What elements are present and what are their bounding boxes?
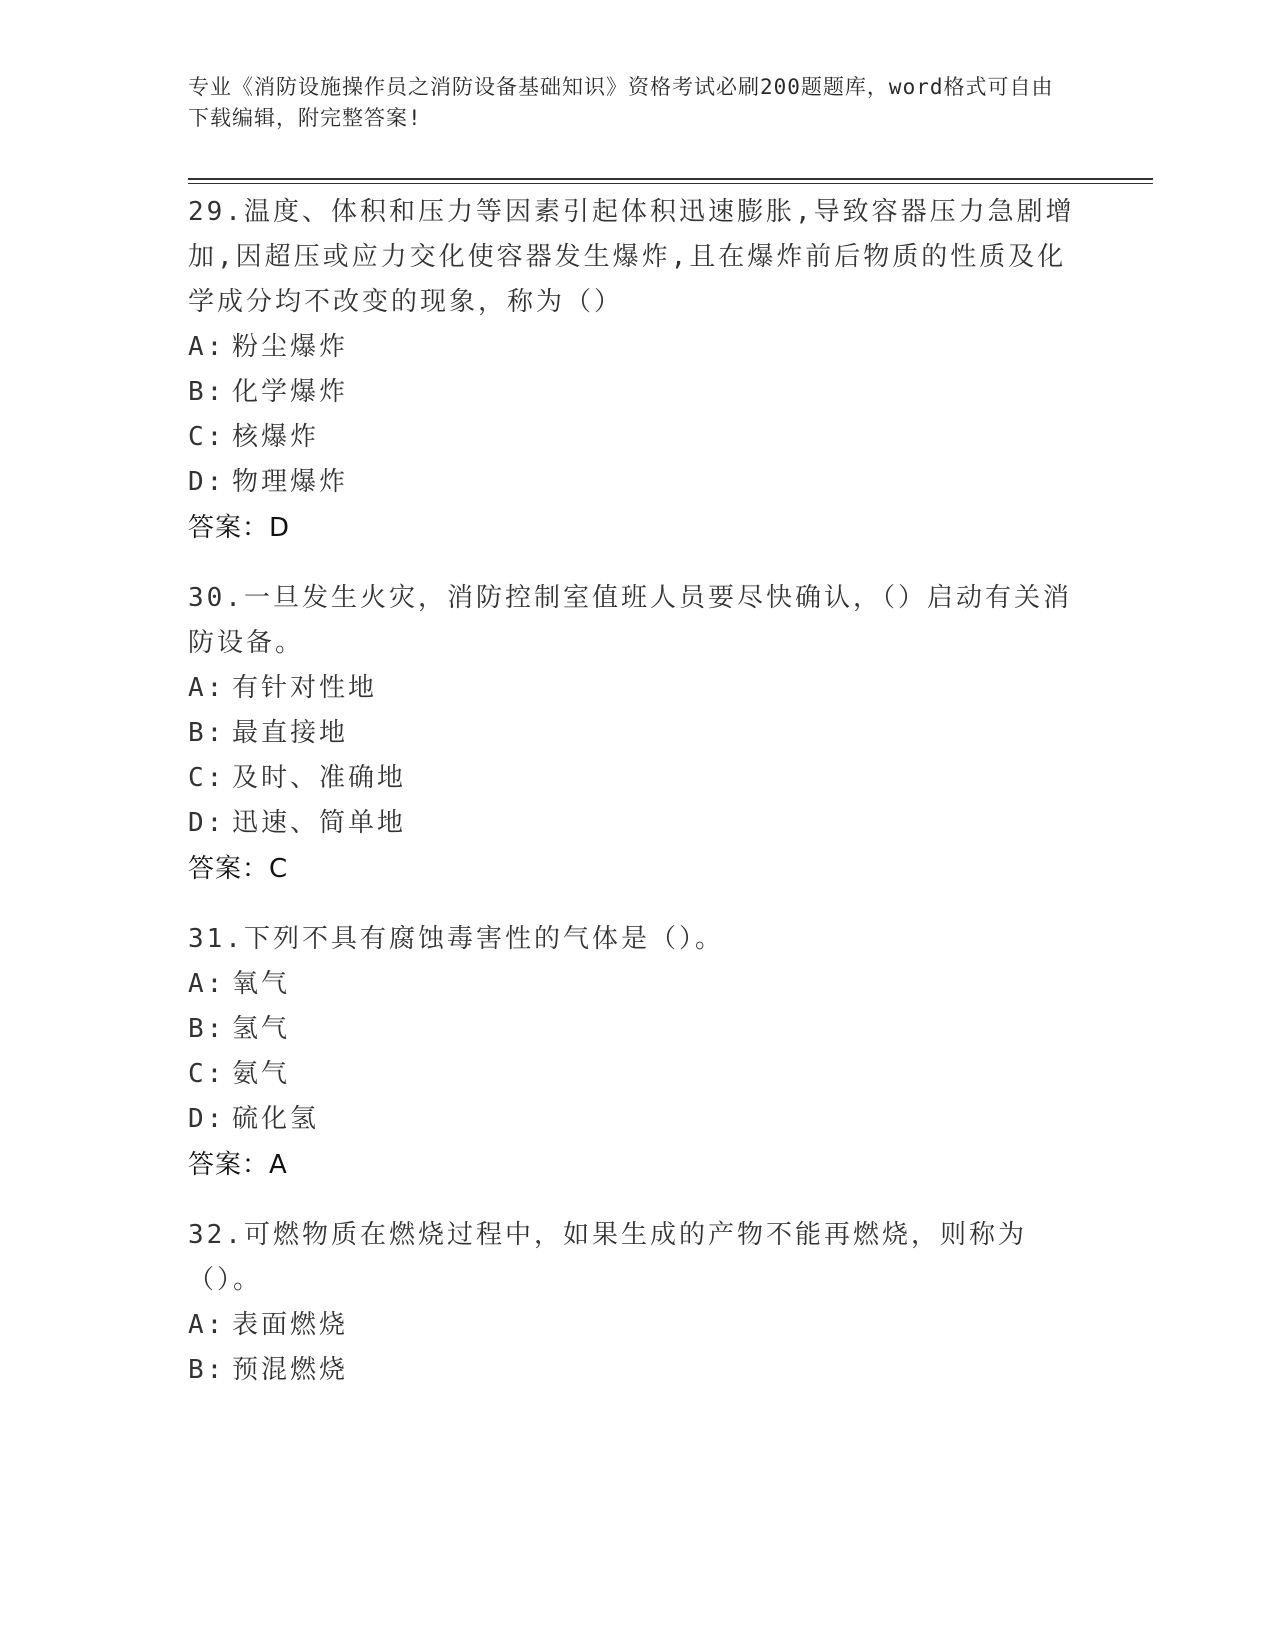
option-d <box>188 1097 1088 1142</box>
option-letter: C: <box>188 422 226 452</box>
option-text: 硫化氢 <box>232 1104 320 1134</box>
question-stem: 32.可燃物质在燃烧过程中，如果生成的产物不能再燃烧，则称为（）。 <box>188 1220 1027 1295</box>
question-stem: 30.一旦发生火灾，消防控制室值班人员要尽快确认，（）启动有关消防设备。 <box>188 583 1072 658</box>
option-text: 迅速、简单地 <box>232 808 407 838</box>
option-c <box>188 1052 1088 1097</box>
option-letter: D: <box>188 808 226 838</box>
option-text: 表面燃烧 <box>232 1310 349 1340</box>
option-letter: B: <box>188 1355 226 1385</box>
option-d <box>188 801 1088 846</box>
option-text: 核爆炸 <box>232 422 320 452</box>
option-letter: A: <box>188 332 226 362</box>
option-b <box>188 711 1088 756</box>
question-32 <box>188 1213 1088 1393</box>
option-b <box>188 1348 1088 1393</box>
option-b <box>188 1007 1088 1052</box>
option-letter: A: <box>188 969 226 999</box>
option-text: 最直接地 <box>232 718 349 748</box>
option-letter: D: <box>188 467 226 497</box>
option-letter: C: <box>188 763 226 793</box>
answer-line: 答案：D <box>188 513 291 543</box>
option-letter: B: <box>188 718 226 748</box>
option-d <box>188 460 1088 505</box>
option-text: 氨气 <box>232 1059 291 1089</box>
question-stem: 31.下列不具有腐蚀毒害性的气体是（）。 <box>188 924 724 954</box>
option-letter: D: <box>188 1104 226 1134</box>
document-header: 专业《消防设施操作员之消防设备基础知识》资格考试必刷200题题库，word格式可自由下载编辑，附完整答案! <box>188 75 1054 130</box>
question-list <box>188 190 1088 1418</box>
option-text: 及时、准确地 <box>232 763 407 793</box>
option-c <box>188 415 1088 460</box>
option-letter: B: <box>188 1014 226 1044</box>
question-30 <box>188 576 1088 892</box>
option-a <box>188 1303 1088 1348</box>
option-a <box>188 962 1088 1007</box>
option-text: 物理爆炸 <box>232 467 349 497</box>
option-text: 氧气 <box>232 969 291 999</box>
answer-line: 答案：C <box>188 854 289 884</box>
option-a <box>188 325 1088 370</box>
option-b <box>188 370 1088 415</box>
question-29 <box>188 190 1088 551</box>
option-a <box>188 666 1088 711</box>
option-text: 粉尘爆炸 <box>232 332 349 362</box>
answer-line: 答案：A <box>188 1150 288 1180</box>
option-text: 预混燃烧 <box>232 1355 349 1385</box>
question-31 <box>188 917 1088 1188</box>
header-divider-thin <box>188 183 1153 184</box>
option-text: 氢气 <box>232 1014 291 1044</box>
option-letter: A: <box>188 1310 226 1340</box>
option-text: 有针对性地 <box>232 673 378 703</box>
option-letter: C: <box>188 1059 226 1089</box>
option-letter: A: <box>188 673 226 703</box>
option-c <box>188 756 1088 801</box>
header-divider-thick <box>188 178 1153 180</box>
option-letter: B: <box>188 377 226 407</box>
option-text: 化学爆炸 <box>232 377 349 407</box>
question-stem: 29.温度、体积和压力等因素引起体积迅速膨胀,导致容器压力急剧增加,因超压或应力交化使容器发生爆炸,且在爆炸前后物质的性质及化学成分均不改变的现象，称为（） <box>188 197 1075 317</box>
